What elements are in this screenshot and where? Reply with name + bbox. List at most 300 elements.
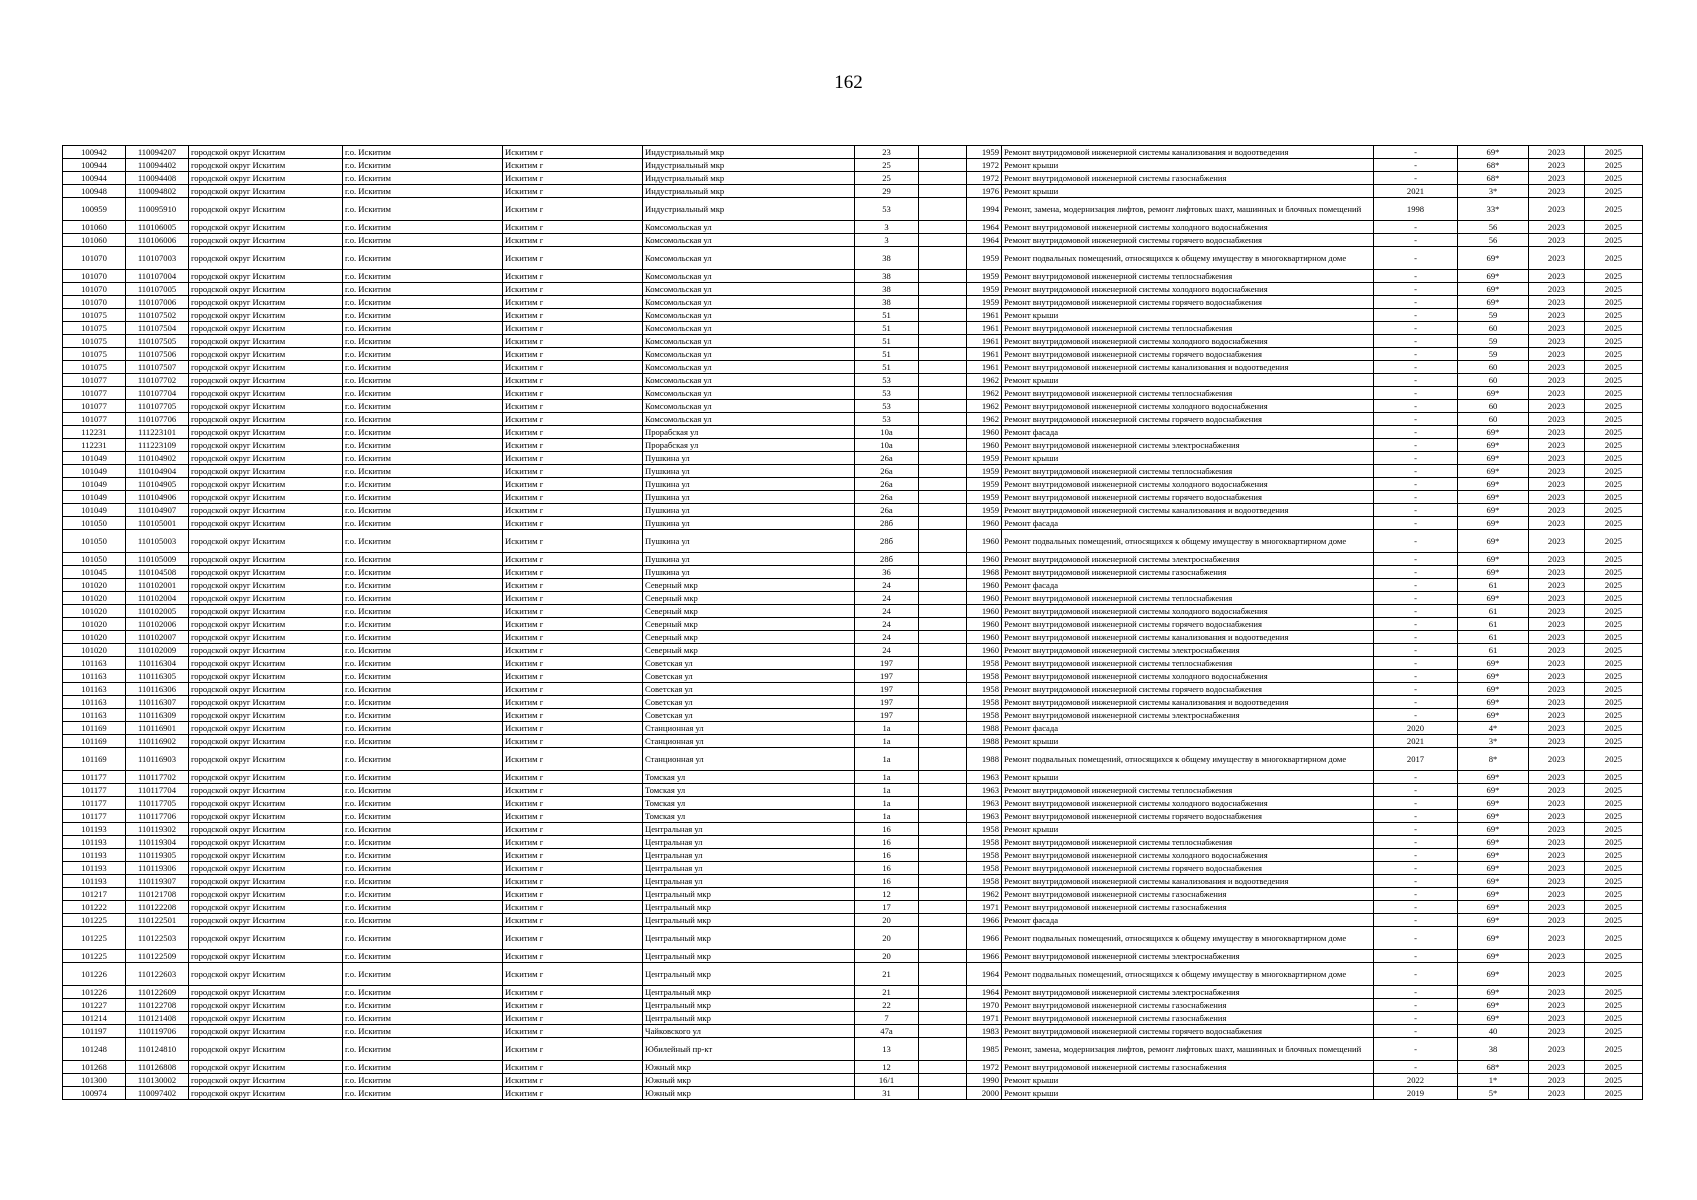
cell-wear-percent: 69* <box>1458 797 1529 810</box>
cell-object-id: 101049 <box>63 478 126 491</box>
cell-municipal-district: городской округ Искитим <box>189 963 343 986</box>
cell-wear-percent: 8* <box>1458 748 1529 771</box>
cell-locality: Искитим г <box>503 198 643 221</box>
table-row <box>63 517 1643 530</box>
cell-building <box>919 335 967 348</box>
cell-house-number: 24 <box>855 618 919 631</box>
cell-municipal-district: городской округ Искитим <box>189 283 343 296</box>
cell-house-number: 31 <box>855 1087 919 1100</box>
cell-building <box>919 862 967 875</box>
cell-wear-percent: 69* <box>1458 270 1529 283</box>
table-row <box>63 986 1643 999</box>
cell-plan-start-year: 2023 <box>1529 530 1585 553</box>
cell-locality: Искитим г <box>503 950 643 963</box>
cell-municipal-district: городской округ Искитим <box>189 888 343 901</box>
cell-work-type: Ремонт внутридомовой инженерной системы теплоснабжения <box>1002 322 1374 335</box>
cell-object-id: 101193 <box>63 862 126 875</box>
cell-house-number: 197 <box>855 696 919 709</box>
cell-plan-start-year: 2023 <box>1529 309 1585 322</box>
cell-wear-percent: 69* <box>1458 426 1529 439</box>
cell-last-repair-year: - <box>1374 296 1458 309</box>
cell-object-id: 101077 <box>63 413 126 426</box>
cell-street: Советская ул <box>643 709 855 722</box>
cell-street: Прорабская ул <box>643 426 855 439</box>
table-row <box>63 400 1643 413</box>
cell-house-number: 22 <box>855 999 919 1012</box>
cell-plan-end-year: 2025 <box>1585 735 1643 748</box>
cell-municipal-district: городской округ Искитим <box>189 296 343 309</box>
cell-element-id: 110105001 <box>126 517 189 530</box>
table-row <box>63 1038 1643 1061</box>
cell-work-type: Ремонт внутридомовой инженерной системы теплоснабжения <box>1002 836 1374 849</box>
cell-object-id: 101020 <box>63 579 126 592</box>
cell-street: Центральная ул <box>643 823 855 836</box>
cell-building <box>919 530 967 553</box>
cell-municipal-district: городской округ Искитим <box>189 784 343 797</box>
cell-build-year: 1976 <box>967 185 1002 198</box>
table-row <box>63 797 1643 810</box>
cell-object-id: 100944 <box>63 172 126 185</box>
cell-plan-end-year: 2025 <box>1585 927 1643 950</box>
cell-settlement: г.о. Искитим <box>343 771 503 784</box>
cell-work-type: Ремонт внутридомовой инженерной системы теплоснабжения <box>1002 784 1374 797</box>
cell-house-number: 28б <box>855 530 919 553</box>
table-row <box>63 309 1643 322</box>
cell-plan-end-year: 2025 <box>1585 1061 1643 1074</box>
cell-plan-end-year: 2025 <box>1585 374 1643 387</box>
cell-element-id: 110102004 <box>126 592 189 605</box>
cell-plan-end-year: 2025 <box>1585 849 1643 862</box>
cell-settlement: г.о. Искитим <box>343 901 503 914</box>
cell-settlement: г.о. Искитим <box>343 618 503 631</box>
cell-building <box>919 735 967 748</box>
cell-settlement: г.о. Искитим <box>343 185 503 198</box>
cell-municipal-district: городской округ Искитим <box>189 735 343 748</box>
cell-plan-end-year: 2025 <box>1585 709 1643 722</box>
cell-last-repair-year: 2020 <box>1374 722 1458 735</box>
cell-plan-end-year: 2025 <box>1585 247 1643 270</box>
cell-building <box>919 784 967 797</box>
cell-wear-percent: 4* <box>1458 722 1529 735</box>
cell-settlement: г.о. Искитим <box>343 1074 503 1087</box>
cell-locality: Искитим г <box>503 888 643 901</box>
cell-element-id: 110117705 <box>126 797 189 810</box>
cell-build-year: 1966 <box>967 914 1002 927</box>
cell-object-id: 101020 <box>63 644 126 657</box>
cell-last-repair-year: 2021 <box>1374 185 1458 198</box>
cell-plan-end-year: 2025 <box>1585 823 1643 836</box>
table-row <box>63 413 1643 426</box>
cell-build-year: 1960 <box>967 530 1002 553</box>
cell-municipal-district: городской округ Искитим <box>189 361 343 374</box>
table-row <box>63 283 1643 296</box>
cell-locality: Искитим г <box>503 400 643 413</box>
cell-object-id: 101077 <box>63 374 126 387</box>
table-row <box>63 335 1643 348</box>
cell-element-id: 110102006 <box>126 618 189 631</box>
cell-build-year: 1960 <box>967 553 1002 566</box>
table-row <box>63 605 1643 618</box>
cell-work-type: Ремонт внутридомовой инженерной системы теплоснабжения <box>1002 657 1374 670</box>
cell-street: Пушкина ул <box>643 452 855 465</box>
cell-street: Комсомольская ул <box>643 221 855 234</box>
cell-element-id: 110107504 <box>126 322 189 335</box>
cell-locality: Искитим г <box>503 823 643 836</box>
cell-element-id: 110105009 <box>126 553 189 566</box>
table-row <box>63 530 1643 553</box>
cell-municipal-district: городской округ Искитим <box>189 592 343 605</box>
cell-municipal-district: городской округ Искитим <box>189 631 343 644</box>
cell-wear-percent: 69* <box>1458 387 1529 400</box>
cell-plan-end-year: 2025 <box>1585 950 1643 963</box>
cell-work-type: Ремонт крыши <box>1002 735 1374 748</box>
cell-last-repair-year: - <box>1374 478 1458 491</box>
cell-building <box>919 159 967 172</box>
cell-settlement: г.о. Искитим <box>343 309 503 322</box>
cell-object-id: 101075 <box>63 309 126 322</box>
cell-settlement: г.о. Искитим <box>343 517 503 530</box>
cell-element-id: 110122708 <box>126 999 189 1012</box>
cell-settlement: г.о. Искитим <box>343 361 503 374</box>
cell-municipal-district: городской округ Искитим <box>189 771 343 784</box>
cell-plan-start-year: 2023 <box>1529 849 1585 862</box>
cell-build-year: 1983 <box>967 1025 1002 1038</box>
cell-street: Пушкина ул <box>643 530 855 553</box>
cell-element-id: 110119304 <box>126 836 189 849</box>
cell-house-number: 1а <box>855 722 919 735</box>
cell-build-year: 1960 <box>967 618 1002 631</box>
cell-building <box>919 198 967 221</box>
cell-locality: Искитим г <box>503 963 643 986</box>
cell-building <box>919 439 967 452</box>
table-row <box>63 566 1643 579</box>
cell-municipal-district: городской округ Искитим <box>189 605 343 618</box>
cell-settlement: г.о. Искитим <box>343 849 503 862</box>
cell-locality: Искитим г <box>503 1061 643 1074</box>
cell-work-type: Ремонт внутридомовой инженерной системы холодного водоснабжения <box>1002 400 1374 413</box>
table-row <box>63 504 1643 517</box>
table-row <box>63 1087 1643 1100</box>
cell-wear-percent: 69* <box>1458 999 1529 1012</box>
cell-settlement: г.о. Искитим <box>343 491 503 504</box>
cell-street: Советская ул <box>643 657 855 670</box>
cell-plan-end-year: 2025 <box>1585 198 1643 221</box>
cell-settlement: г.о. Искитим <box>343 722 503 735</box>
cell-street: Северный мкр <box>643 579 855 592</box>
cell-element-id: 110094402 <box>126 159 189 172</box>
cell-municipal-district: городской округ Искитим <box>189 530 343 553</box>
cell-plan-end-year: 2025 <box>1585 387 1643 400</box>
cell-locality: Искитим г <box>503 592 643 605</box>
cell-house-number: 16 <box>855 849 919 862</box>
cell-locality: Искитим г <box>503 784 643 797</box>
table-row <box>63 478 1643 491</box>
cell-build-year: 1972 <box>967 1061 1002 1074</box>
cell-building <box>919 491 967 504</box>
cell-plan-start-year: 2023 <box>1529 950 1585 963</box>
cell-building <box>919 172 967 185</box>
cell-last-repair-year: 2017 <box>1374 748 1458 771</box>
cell-element-id: 110119302 <box>126 823 189 836</box>
cell-element-id: 110106005 <box>126 221 189 234</box>
cell-object-id: 101075 <box>63 335 126 348</box>
cell-object-id: 101049 <box>63 491 126 504</box>
cell-object-id: 112231 <box>63 439 126 452</box>
cell-plan-start-year: 2023 <box>1529 1074 1585 1087</box>
cell-building <box>919 426 967 439</box>
cell-work-type: Ремонт внутридомовой инженерной системы электроснабжения <box>1002 553 1374 566</box>
cell-last-repair-year: - <box>1374 146 1458 159</box>
cell-plan-end-year: 2025 <box>1585 1038 1643 1061</box>
cell-build-year: 1966 <box>967 950 1002 963</box>
table-row <box>63 657 1643 670</box>
cell-work-type: Ремонт подвальных помещений, относящихся к общему имуществу в многоквартирном доме <box>1002 530 1374 553</box>
cell-object-id: 100942 <box>63 146 126 159</box>
cell-building <box>919 605 967 618</box>
cell-settlement: г.о. Искитим <box>343 247 503 270</box>
table-row <box>63 185 1643 198</box>
cell-plan-start-year: 2023 <box>1529 784 1585 797</box>
cell-plan-start-year: 2023 <box>1529 221 1585 234</box>
cell-settlement: г.о. Искитим <box>343 530 503 553</box>
cell-plan-end-year: 2025 <box>1585 963 1643 986</box>
cell-municipal-district: городской округ Искитим <box>189 901 343 914</box>
cell-house-number: 38 <box>855 283 919 296</box>
cell-build-year: 1960 <box>967 426 1002 439</box>
cell-plan-end-year: 2025 <box>1585 862 1643 875</box>
cell-last-repair-year: - <box>1374 221 1458 234</box>
cell-plan-end-year: 2025 <box>1585 986 1643 999</box>
cell-locality: Искитим г <box>503 644 643 657</box>
cell-house-number: 1а <box>855 771 919 784</box>
cell-plan-start-year: 2023 <box>1529 836 1585 849</box>
cell-plan-end-year: 2025 <box>1585 657 1643 670</box>
cell-municipal-district: городской округ Искитим <box>189 797 343 810</box>
cell-build-year: 1962 <box>967 400 1002 413</box>
cell-object-id: 101077 <box>63 400 126 413</box>
cell-street: Южный мкр <box>643 1074 855 1087</box>
cell-plan-end-year: 2025 <box>1585 836 1643 849</box>
cell-last-repair-year: - <box>1374 579 1458 592</box>
cell-wear-percent: 69* <box>1458 963 1529 986</box>
cell-street: Индустриальный мкр <box>643 185 855 198</box>
cell-object-id: 101070 <box>63 270 126 283</box>
cell-element-id: 110094408 <box>126 172 189 185</box>
cell-locality: Искитим г <box>503 914 643 927</box>
cell-settlement: г.о. Искитим <box>343 504 503 517</box>
cell-wear-percent: 59 <box>1458 335 1529 348</box>
cell-house-number: 20 <box>855 927 919 950</box>
cell-locality: Искитим г <box>503 348 643 361</box>
cell-plan-start-year: 2023 <box>1529 387 1585 400</box>
cell-element-id: 110107502 <box>126 309 189 322</box>
cell-street: Юбилейный пр-кт <box>643 1038 855 1061</box>
cell-wear-percent: 69* <box>1458 888 1529 901</box>
cell-build-year: 1958 <box>967 657 1002 670</box>
cell-street: Центральный мкр <box>643 986 855 999</box>
cell-plan-start-year: 2023 <box>1529 283 1585 296</box>
cell-last-repair-year: - <box>1374 771 1458 784</box>
cell-plan-end-year: 2025 <box>1585 566 1643 579</box>
cell-work-type: Ремонт крыши <box>1002 185 1374 198</box>
cell-plan-end-year: 2025 <box>1585 146 1643 159</box>
cell-house-number: 53 <box>855 413 919 426</box>
table-body <box>63 146 1643 1100</box>
cell-locality: Искитим г <box>503 1012 643 1025</box>
cell-locality: Искитим г <box>503 999 643 1012</box>
cell-locality: Искитим г <box>503 875 643 888</box>
cell-municipal-district: городской округ Искитим <box>189 875 343 888</box>
cell-element-id: 110107706 <box>126 413 189 426</box>
cell-municipal-district: городской округ Искитим <box>189 566 343 579</box>
cell-municipal-district: городской округ Искитим <box>189 950 343 963</box>
cell-object-id: 101049 <box>63 465 126 478</box>
cell-work-type: Ремонт внутридомовой инженерной системы холодного водоснабжения <box>1002 335 1374 348</box>
cell-build-year: 1959 <box>967 283 1002 296</box>
cell-work-type: Ремонт фасада <box>1002 426 1374 439</box>
cell-house-number: 24 <box>855 605 919 618</box>
cell-street: Комсомольская ул <box>643 247 855 270</box>
cell-street: Комсомольская ул <box>643 234 855 247</box>
cell-wear-percent: 69* <box>1458 771 1529 784</box>
cell-wear-percent: 69* <box>1458 283 1529 296</box>
cell-plan-end-year: 2025 <box>1585 296 1643 309</box>
cell-wear-percent: 69* <box>1458 950 1529 963</box>
cell-municipal-district: городской округ Искитим <box>189 657 343 670</box>
cell-last-repair-year: - <box>1374 361 1458 374</box>
cell-settlement: г.о. Искитим <box>343 888 503 901</box>
cell-street: Индустриальный мкр <box>643 172 855 185</box>
cell-house-number: 17 <box>855 901 919 914</box>
cell-object-id: 101020 <box>63 631 126 644</box>
cell-element-id: 110106006 <box>126 234 189 247</box>
cell-settlement: г.о. Искитим <box>343 1025 503 1038</box>
cell-settlement: г.о. Искитим <box>343 670 503 683</box>
cell-work-type: Ремонт внутридомовой инженерной системы канализования и водоотведения <box>1002 875 1374 888</box>
cell-build-year: 1960 <box>967 592 1002 605</box>
cell-building <box>919 901 967 914</box>
cell-settlement: г.о. Искитим <box>343 784 503 797</box>
cell-municipal-district: городской округ Искитим <box>189 400 343 413</box>
cell-work-type: Ремонт внутридомовой инженерной системы канализования и водоотведения <box>1002 504 1374 517</box>
cell-plan-start-year: 2023 <box>1529 605 1585 618</box>
cell-plan-end-year: 2025 <box>1585 670 1643 683</box>
cell-plan-end-year: 2025 <box>1585 810 1643 823</box>
cell-work-type: Ремонт внутридомовой инженерной системы теплоснабжения <box>1002 270 1374 283</box>
table-row <box>63 618 1643 631</box>
cell-last-repair-year: - <box>1374 963 1458 986</box>
cell-house-number: 1а <box>855 735 919 748</box>
cell-building <box>919 517 967 530</box>
cell-wear-percent: 69* <box>1458 875 1529 888</box>
cell-last-repair-year: - <box>1374 172 1458 185</box>
cell-plan-end-year: 2025 <box>1585 348 1643 361</box>
cell-locality: Искитим г <box>503 1087 643 1100</box>
cell-last-repair-year: - <box>1374 1061 1458 1074</box>
cell-street: Комсомольская ул <box>643 348 855 361</box>
cell-plan-end-year: 2025 <box>1585 322 1643 335</box>
cell-last-repair-year: - <box>1374 901 1458 914</box>
cell-plan-start-year: 2023 <box>1529 517 1585 530</box>
cell-building <box>919 504 967 517</box>
cell-wear-percent: 38 <box>1458 1038 1529 1061</box>
cell-plan-end-year: 2025 <box>1585 335 1643 348</box>
cell-settlement: г.о. Искитим <box>343 413 503 426</box>
table-row <box>63 172 1643 185</box>
cell-object-id: 101075 <box>63 348 126 361</box>
cell-wear-percent: 69* <box>1458 862 1529 875</box>
cell-element-id: 110122501 <box>126 914 189 927</box>
cell-building <box>919 771 967 784</box>
cell-house-number: 10а <box>855 439 919 452</box>
table-row <box>63 234 1643 247</box>
table-row <box>63 159 1643 172</box>
cell-wear-percent: 69* <box>1458 709 1529 722</box>
cell-wear-percent: 60 <box>1458 413 1529 426</box>
cell-work-type: Ремонт внутридомовой инженерной системы горячего водоснабжения <box>1002 683 1374 696</box>
cell-locality: Искитим г <box>503 735 643 748</box>
cell-building <box>919 309 967 322</box>
cell-plan-end-year: 2025 <box>1585 683 1643 696</box>
cell-work-type: Ремонт внутридомовой инженерной системы газоснабжения <box>1002 888 1374 901</box>
cell-plan-start-year: 2023 <box>1529 670 1585 683</box>
cell-building <box>919 361 967 374</box>
table-row <box>63 888 1643 901</box>
cell-plan-end-year: 2025 <box>1585 361 1643 374</box>
cell-locality: Искитим г <box>503 566 643 579</box>
table-row <box>63 198 1643 221</box>
cell-element-id: 110119305 <box>126 849 189 862</box>
table-row <box>63 553 1643 566</box>
cell-wear-percent: 69* <box>1458 836 1529 849</box>
cell-settlement: г.о. Искитим <box>343 683 503 696</box>
cell-last-repair-year: - <box>1374 504 1458 517</box>
table-row <box>63 1074 1643 1087</box>
cell-work-type: Ремонт внутридомовой инженерной системы газоснабжения <box>1002 1061 1374 1074</box>
cell-wear-percent: 69* <box>1458 927 1529 950</box>
cell-object-id: 101177 <box>63 797 126 810</box>
cell-settlement: г.о. Искитим <box>343 198 503 221</box>
cell-locality: Искитим г <box>503 709 643 722</box>
cell-municipal-district: городской округ Искитим <box>189 146 343 159</box>
table-row <box>63 914 1643 927</box>
cell-plan-end-year: 2025 <box>1585 618 1643 631</box>
cell-element-id: 110107004 <box>126 270 189 283</box>
cell-build-year: 1962 <box>967 374 1002 387</box>
cell-work-type: Ремонт внутридомовой инженерной системы холодного водоснабжения <box>1002 670 1374 683</box>
cell-building <box>919 748 967 771</box>
cell-last-repair-year: - <box>1374 413 1458 426</box>
cell-locality: Искитим г <box>503 1038 643 1061</box>
cell-municipal-district: городской округ Искитим <box>189 618 343 631</box>
cell-last-repair-year: - <box>1374 517 1458 530</box>
cell-build-year: 1959 <box>967 465 1002 478</box>
cell-element-id: 110119307 <box>126 875 189 888</box>
cell-building <box>919 465 967 478</box>
cell-building <box>919 950 967 963</box>
cell-plan-start-year: 2023 <box>1529 504 1585 517</box>
cell-locality: Искитим г <box>503 413 643 426</box>
table-row <box>63 722 1643 735</box>
cell-build-year: 1968 <box>967 566 1002 579</box>
cell-work-type: Ремонт внутридомовой инженерной системы электроснабжения <box>1002 986 1374 999</box>
cell-building <box>919 999 967 1012</box>
table-row <box>63 348 1643 361</box>
cell-object-id: 101222 <box>63 901 126 914</box>
cell-settlement: г.о. Искитим <box>343 836 503 849</box>
cell-last-repair-year: - <box>1374 1025 1458 1038</box>
cell-locality: Искитим г <box>503 553 643 566</box>
